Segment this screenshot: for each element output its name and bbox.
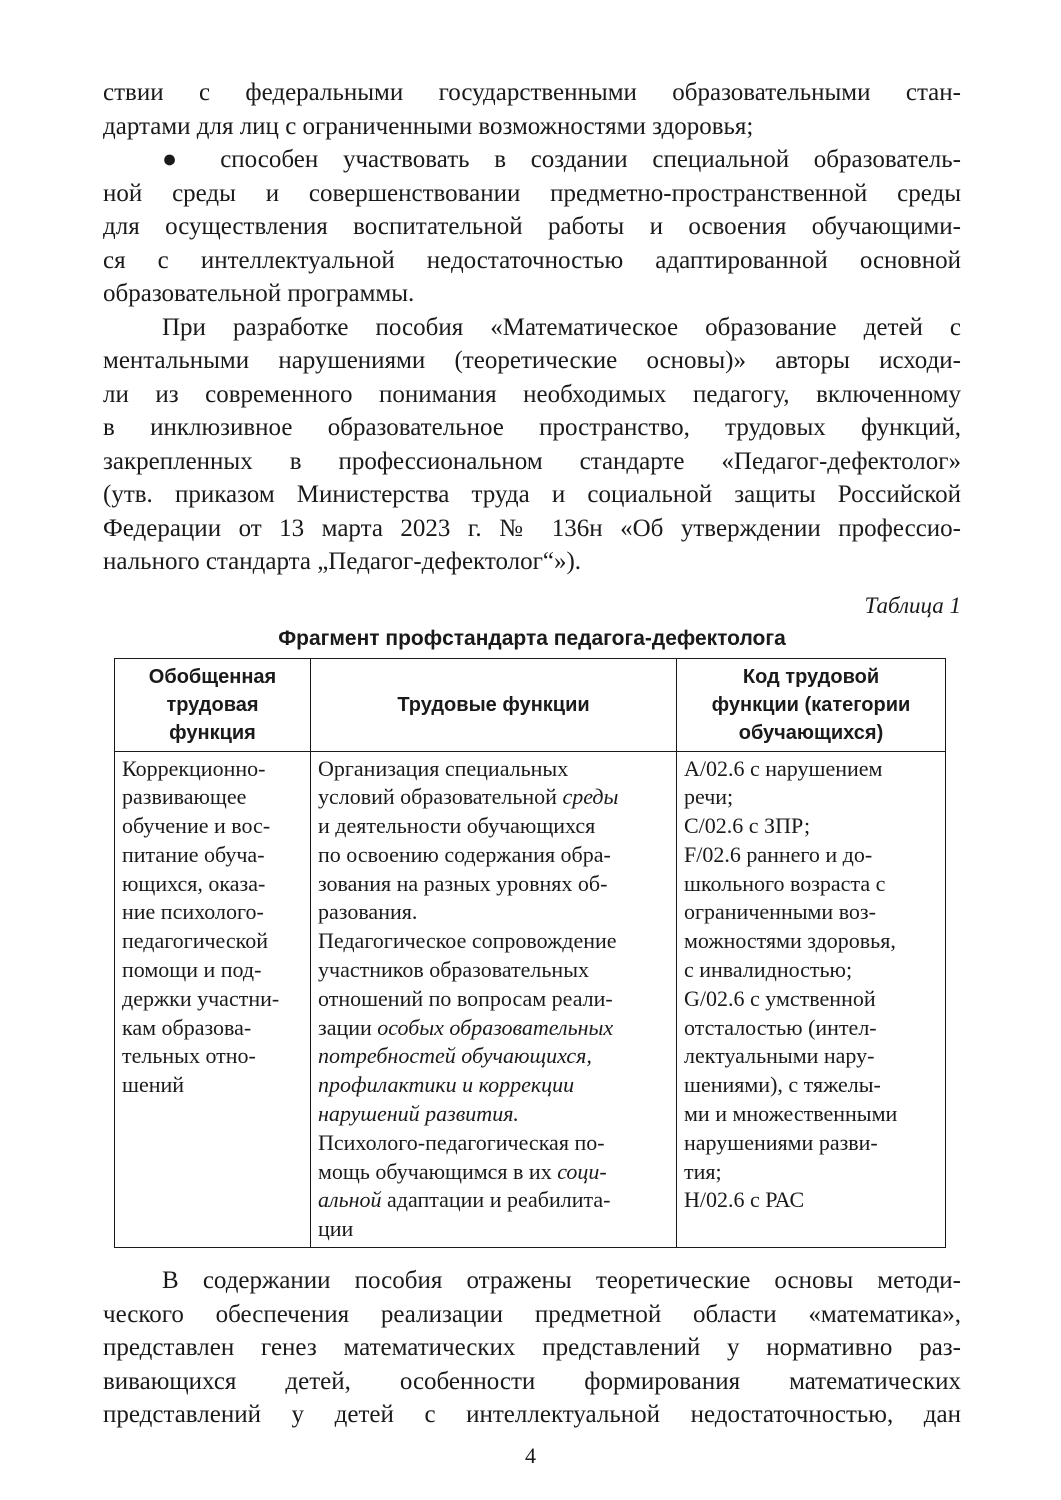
cell-generalized-function: [115, 751, 311, 1248]
cell-line: лектуальными нару-: [684, 1043, 875, 1069]
header-line: Код трудовой: [742, 665, 880, 688]
text-line: представлений у детей с интеллектуальной недостаточностью, дан: [103, 1401, 961, 1429]
text-line: ной среды и совершенствовании предметно-пространственной среды: [103, 179, 961, 207]
table-header-row: [115, 658, 946, 751]
cell-line: держки участни-: [122, 985, 280, 1011]
line-italic: потребностей обучающихся,: [318, 1043, 592, 1069]
cell-line: Коррекционно-: [122, 755, 266, 781]
line-plain: Психолого-педагогическая по-: [318, 1129, 605, 1155]
header-line: функции (категории: [711, 693, 911, 716]
cell-line: F/02.6 раннего и до-: [684, 841, 873, 867]
line-italic: профилактики и коррекции: [318, 1072, 575, 1098]
text-line: При разработке пособия «Математическое образование детей с: [162, 313, 961, 341]
cell-line: ми и множественными: [684, 1101, 898, 1127]
cell-line: ние психолого-: [122, 899, 264, 925]
cell-line: тия;: [684, 1158, 722, 1184]
cell-line: H/02.6 с РАС: [684, 1187, 805, 1213]
development-paragraph: [103, 311, 961, 579]
page-number: 4: [525, 1443, 536, 1468]
cell-line: шений: [122, 1072, 185, 1098]
cell-line: [318, 985, 669, 1014]
line-plain: зования на разных уровнях об-: [318, 870, 608, 896]
text-line: В содержании пособия отражены теоретические основы методи-: [162, 1267, 961, 1295]
bullet-paragraph: [103, 143, 961, 311]
cell-line: [318, 1158, 669, 1187]
header-line: Трудовые функции: [397, 693, 590, 716]
cell-function-code: [677, 751, 946, 1248]
text-line: вивающихся детей, особенности формирования математических: [103, 1367, 961, 1395]
cell-line: C/02.6 с ЗПР;: [684, 813, 811, 839]
text-line: ствии с федеральными государственными образовательными стан-: [103, 79, 961, 106]
cell-line: [318, 841, 669, 870]
text-line: Федерации от 13 марта 2023 г. № 136н «Об утверждении профессио-: [103, 514, 961, 542]
cell-line: кам образова-: [122, 1014, 252, 1040]
line-plain: Педагогическое сопровождение: [318, 928, 617, 954]
cell-line: шениями), с тяжелы-: [684, 1072, 881, 1098]
line-plain: по освоению содержания обра-: [318, 841, 611, 867]
text-line: ● способен участвовать в создании специальной образователь-: [162, 146, 961, 173]
header-line: функция: [169, 721, 256, 744]
cell-line: A/02.6 с нарушением: [684, 755, 883, 781]
line-plain: отношений по вопросам реали-: [318, 985, 613, 1011]
text-line: ментальными нарушениями (теоретические основы)» авторы исходи-: [103, 347, 961, 374]
text-line: закрепленных в профессиональном стандарте «Педагог-дефектолог»: [103, 447, 961, 475]
line-plain: адаптации и реабилита-: [381, 1187, 611, 1213]
header-line: трудовая: [166, 693, 259, 716]
table-title: Фрагмент профстандарта педагога-дефектолога: [278, 626, 786, 650]
cell-line: [318, 1042, 669, 1071]
header-labor-functions: [311, 658, 677, 751]
cell-line: обучение и вос-: [122, 813, 271, 839]
line-plain: и деятельности обучающихся: [318, 813, 596, 839]
line-italic: соци-: [557, 1158, 607, 1184]
header-line: Обобщенная: [148, 665, 277, 688]
cell-line: [318, 1215, 669, 1244]
line-italic: среды: [562, 784, 619, 810]
cell-line: нарушениями разви-: [684, 1129, 878, 1155]
cell-line: [318, 927, 669, 956]
intro-paragraph: [103, 76, 961, 143]
line-plain: зации: [318, 1014, 378, 1040]
cell-line: помощи и под-: [122, 957, 262, 983]
cell-labor-functions: [311, 751, 677, 1248]
cell-line: G/02.6 с умственной: [684, 985, 876, 1011]
line-italic: особых образовательных: [377, 1014, 614, 1040]
cell-line: [318, 1014, 669, 1043]
closing-paragraph: [103, 1264, 961, 1432]
line-plain: разования.: [318, 899, 418, 925]
cell-line: ограниченными воз-: [684, 899, 876, 925]
cell-line: питание обуча-: [122, 841, 265, 867]
cell-line: развивающее: [122, 784, 247, 810]
text-line: представлен генез математических представлений у нормативно раз-: [103, 1334, 961, 1362]
cell-line: [318, 1100, 669, 1129]
cell-line: [318, 812, 669, 841]
cell-line: [318, 956, 669, 985]
header-generalized-function: [115, 658, 311, 751]
line-plain: мощь обучающимся в их: [318, 1158, 558, 1184]
header-line: обучающихся): [738, 721, 884, 744]
cell-line: [318, 783, 669, 812]
line-plain: участников образовательных: [318, 957, 589, 983]
cell-line: можностями здоровья,: [684, 928, 896, 954]
cell-line: [318, 755, 669, 784]
text-line: ся с интеллектуальной недостаточностью адаптированной основной: [103, 246, 961, 274]
cell-line: отсталостью (интел-: [684, 1014, 877, 1040]
cell-line: речи;: [684, 784, 734, 810]
text-line: для осуществления воспитательной работы и освоения обучающими-: [103, 213, 961, 240]
text-line: дартами для лиц с ограниченными возможностями здоровья;: [103, 112, 754, 140]
cell-line: [318, 1129, 669, 1158]
cell-line: [318, 898, 669, 927]
text-line: образовательной программы.: [103, 280, 415, 307]
cell-line: школьного возраста с: [684, 870, 886, 896]
text-line: (утв. приказом Министерства труда и социальной защиты Российской: [103, 481, 961, 508]
cell-line: [318, 1071, 669, 1100]
text-line: ли из современного понимания необходимых педагогу, включенному: [103, 380, 961, 408]
header-function-code: [677, 658, 946, 751]
table-row: [115, 751, 946, 1248]
text-line: ческого обеспечения реализации предметной области «математика»,: [103, 1300, 961, 1328]
cell-line: [318, 1186, 669, 1215]
cell-line: тельных отно-: [122, 1043, 256, 1069]
profstandard-table: [114, 658, 946, 1249]
text-line: нального стандарта „Педагог-дефектолог“»).: [103, 548, 582, 575]
cell-line: [318, 870, 669, 899]
table-caption: Таблица 1: [864, 592, 961, 618]
text-line: в инклюзивное образовательное пространство, трудовых функций,: [103, 414, 961, 441]
cell-line: ющихся, оказа-: [122, 870, 266, 896]
cell-line: педагогической: [122, 928, 268, 954]
line-italic: альной: [318, 1187, 382, 1213]
line-plain: Организация специальных: [318, 755, 569, 781]
line-plain: ции: [318, 1216, 354, 1242]
document-page: [103, 76, 961, 1432]
cell-line: с инвалидностью;: [684, 957, 853, 983]
line-italic: нарушений развития.: [318, 1101, 519, 1127]
line-plain: условий образовательной: [318, 784, 563, 810]
